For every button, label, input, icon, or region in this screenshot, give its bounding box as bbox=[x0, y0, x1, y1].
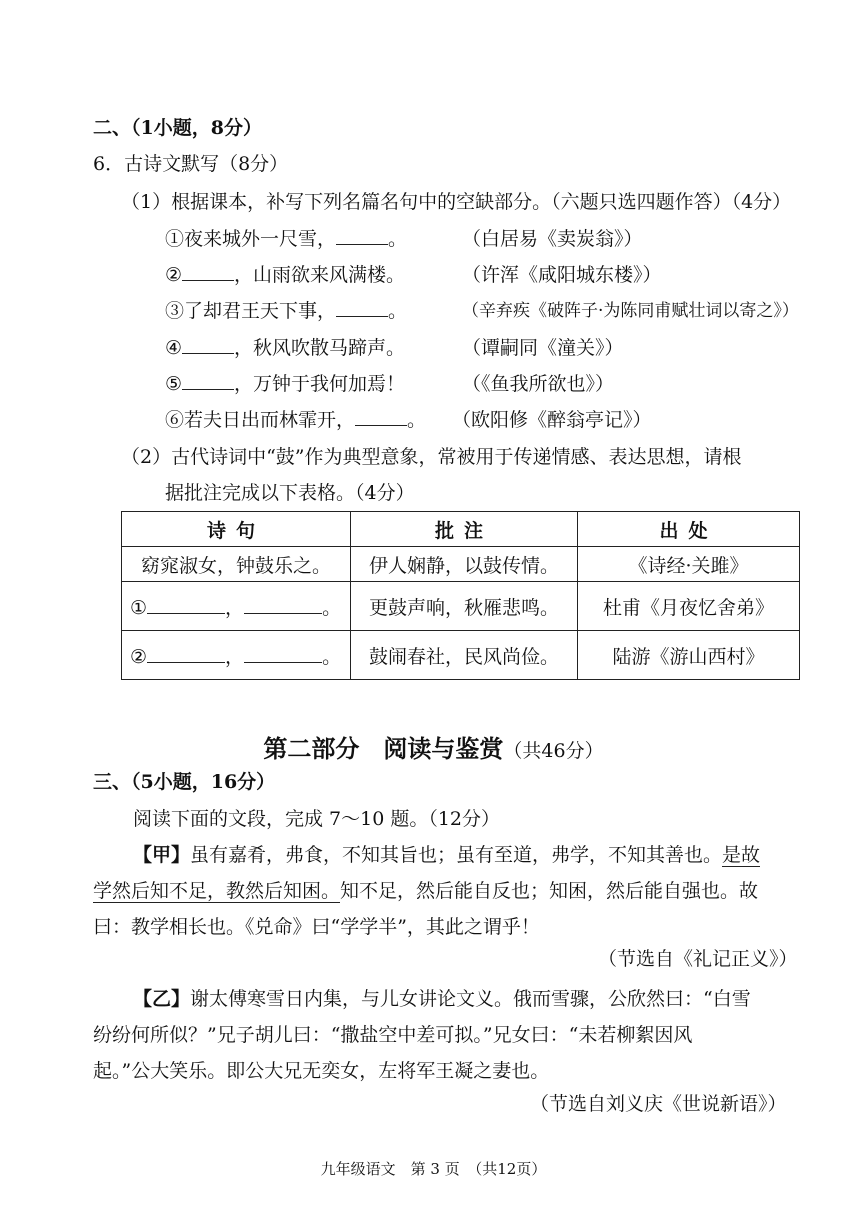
cell-note: 鼓闹春社，民风尚俭。 bbox=[351, 631, 578, 680]
q6-1-intro: （1）根据课本，补写下列名篇名句中的空缺部分。（六题只选四题作答）（4分） bbox=[121, 191, 792, 213]
answer-blank[interactable] bbox=[147, 595, 225, 614]
item-source: （《鱼我所欲也》） bbox=[462, 373, 615, 395]
part2-title-main: 第二部分 阅读与鉴赏 bbox=[263, 734, 504, 763]
part2-title bbox=[0, 729, 867, 764]
answer-blank[interactable] bbox=[182, 371, 234, 390]
cell-source: 陆游《游山西村》 bbox=[578, 631, 800, 680]
part2-title-sub: （共46分） bbox=[503, 740, 604, 762]
q6-2-line1: （2）古代诗词中“鼓”作为典型意象，常被用于传递情感、表达思想，请根 bbox=[121, 446, 742, 468]
item-pre: ①夜来城外一尺雪， bbox=[165, 228, 337, 250]
list-item bbox=[165, 335, 405, 361]
answer-blank[interactable] bbox=[355, 407, 407, 426]
passage-jia-label: 【甲】 bbox=[133, 844, 191, 866]
item-pre: ② bbox=[165, 264, 183, 286]
item-pre: ④ bbox=[165, 337, 183, 359]
passage-jia-line3: 曰：教学相长也。《兑命》曰“学学半”，其此之谓乎！ bbox=[93, 916, 540, 938]
cell-source: 《诗经·关雎》 bbox=[578, 547, 800, 582]
passage-yi-line2: 纷纷何所似？”兄子胡儿曰：“撒盐空中差可拟。”兄女曰：“未若柳絮因风 bbox=[93, 1024, 693, 1046]
cell-source: 杜甫《月夜忆舍弟》 bbox=[578, 582, 800, 631]
verse-prefix: ② bbox=[130, 645, 148, 668]
passage-jia-line2 bbox=[93, 878, 758, 904]
passage-yi-label: 【乙】 bbox=[133, 988, 191, 1010]
item-post: 。 bbox=[388, 300, 408, 322]
item-post: 。 bbox=[388, 228, 408, 250]
answer-blank[interactable] bbox=[182, 335, 234, 354]
section3-intro: 阅读下面的文段，完成 7～10 题。（12分） bbox=[133, 808, 501, 830]
item-source: （谭嗣同《潼关》） bbox=[462, 337, 624, 359]
q6-2-line2: 据批注完成以下表格。（4分） bbox=[165, 482, 415, 504]
passage-jia-source: （节选自《礼记正义》） bbox=[598, 948, 798, 970]
item-post: ，秋风吹散马蹄声。 bbox=[234, 337, 406, 359]
item-pre: ③了却君王天下事， bbox=[165, 300, 337, 322]
list-item bbox=[165, 262, 405, 288]
passage-text: 虽有嘉肴，弗食，不知其旨也；虽有至道，弗学，不知其善也。 bbox=[190, 844, 723, 866]
item-source: （欧阳修《醉翁亭记》） bbox=[452, 409, 652, 431]
table-header-row bbox=[122, 512, 800, 547]
item-pre: ⑥若夫日出而林霏开， bbox=[165, 409, 356, 431]
table-row bbox=[122, 547, 800, 582]
cell-verse-blank bbox=[122, 631, 351, 680]
item-post: 。 bbox=[407, 409, 427, 431]
answer-blank[interactable] bbox=[147, 644, 225, 663]
cell-note: 伊人娴静，以鼓传情。 bbox=[351, 547, 578, 582]
answer-blank[interactable] bbox=[182, 262, 234, 281]
verse-end: 。 bbox=[322, 645, 342, 668]
passage-yi-line1 bbox=[133, 986, 751, 1012]
item-source: （辛弃疾《破阵子·为陈同甫赋壮词以寄之》） bbox=[462, 301, 799, 321]
verse-prefix: ① bbox=[130, 596, 148, 619]
answer-blank[interactable] bbox=[336, 298, 388, 317]
verse-end: 。 bbox=[322, 596, 342, 619]
cell-verse-blank bbox=[122, 582, 351, 631]
answer-blank[interactable] bbox=[244, 644, 322, 663]
item-source: （白居易《卖炭翁》） bbox=[462, 228, 643, 250]
underlined-text: 是故 bbox=[722, 844, 761, 866]
passage-jia-line1 bbox=[133, 842, 760, 868]
passage-yi-line3: 起。”公大笑乐。即公大兄无奕女，左将军王凝之妻也。 bbox=[93, 1060, 550, 1082]
table-row bbox=[122, 582, 800, 631]
passage-text: 谢太傅寒雪日内集，与儿女讲论文义。俄而雪骤，公欣然曰：“白雪 bbox=[190, 988, 751, 1010]
page-footer: 九年级语文 第 3 页 （共12页） bbox=[320, 1160, 547, 1178]
verse-mid: ， bbox=[225, 645, 245, 668]
verse-mid: ， bbox=[225, 596, 245, 619]
item-post: ，山雨欲来风满楼。 bbox=[234, 264, 406, 286]
section3-header: 三、（5小题，16分） bbox=[93, 771, 276, 793]
column-header-source: 出处 bbox=[578, 512, 800, 547]
passage-yi-source: （节选自刘义庆《世说新语》） bbox=[530, 1093, 787, 1115]
list-item bbox=[165, 298, 407, 324]
passage-text: 知不足，然后能自反也；知困，然后能自强也。故 bbox=[340, 880, 759, 902]
section2-header: 二、（1小题，8分） bbox=[93, 117, 262, 139]
list-item bbox=[165, 407, 426, 433]
item-source: （许浑《咸阳城东楼》） bbox=[462, 264, 662, 286]
list-item bbox=[165, 371, 405, 397]
underlined-text: 学然后知不足，教然后知困。 bbox=[93, 880, 341, 902]
column-header-note: 批注 bbox=[351, 512, 578, 547]
answer-blank[interactable] bbox=[244, 595, 322, 614]
answer-blank[interactable] bbox=[336, 226, 388, 245]
cell-verse: 窈窕淑女，钟鼓乐之。 bbox=[122, 547, 351, 582]
column-header-verse: 诗句 bbox=[122, 512, 351, 547]
item-pre: ⑤ bbox=[165, 373, 183, 395]
list-item bbox=[165, 226, 407, 252]
cell-note: 更鼓声响，秋雁悲鸣。 bbox=[351, 582, 578, 631]
item-post: ，万钟于我何加焉！ bbox=[234, 373, 406, 395]
q6-title: 6．古诗文默写（8分） bbox=[93, 153, 289, 175]
answer-table bbox=[121, 511, 800, 680]
table-row bbox=[122, 631, 800, 680]
